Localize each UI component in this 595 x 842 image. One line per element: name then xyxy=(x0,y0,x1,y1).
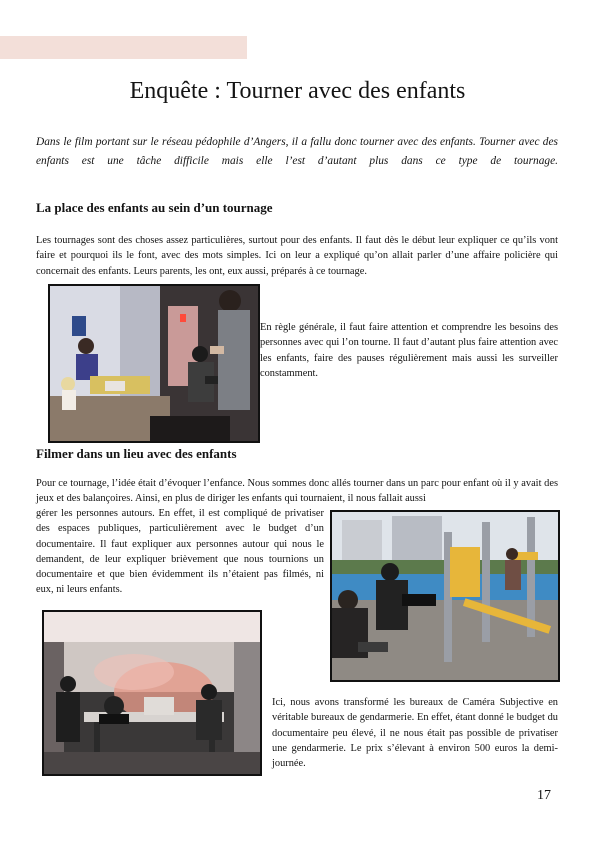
section2-paragraph-3: Ici, nous avons transformé les bureaux de Caméra Subjective en véritable bureaux de gendarmerie. En effet, étant donné le budget du documentaire peu élevé, il ne nous était pas possible de privatiser une gendarmerie. Le prix s’élevant à environ 500 euros la demi-journée. xyxy=(272,697,558,770)
section-heading-filming-location: Filmer dans un lieu avec des enfants xyxy=(36,446,237,461)
page-title: Enquête : Tourner avec des enfants xyxy=(129,78,466,104)
header-accent-band xyxy=(0,36,247,59)
photo-children-set xyxy=(48,284,260,443)
section-heading-children-place: La place des enfants au sein d’un tournage xyxy=(36,200,273,215)
section2-paragraph-1: Pour ce tournage, l’idée était d’évoquer l’enfance. Nous sommes donc allés tourner dans un parc pour enfant où il y avait des jeux et des balançoires. Ainsi, en plus de diriger les enfants qui tournaient, il nous fallait aussi xyxy=(36,478,558,505)
section1-paragraph-2: En règle générale, il faut faire attention et comprendre les besoins des personnes avec qui l’on tourne. Il faut d’autant plus faire attention avec les enfants, faire des pauses régulièrement mais aussi les surveiller constamment. xyxy=(260,322,558,379)
section1-paragraph-1: Les tournages sont des choses assez particulières, surtout pour des enfants. Il faut dès le début leur expliquer ce qu’ils vont faire et pourquoi ils le font, avec des mots simples. Ici on leur a expliqué qu’on allait parler d’une affaire policière qui concernait des enfants. Leurs parents, les ont, eux aussi, préparés à ce tournage. xyxy=(36,235,558,277)
photo-park-shoot xyxy=(330,510,560,682)
photo-office-gendarmerie xyxy=(42,610,262,776)
section2-paragraph-2: gérer les personnes autours. En effet, il est compliqué de privatiser des espaces publiques, particulièrement avec le budget d’un documentaire. Il faut expliquer aux personnes autour qui nous le demandent, de leur expliquer brièvement que nous tournions un documentaire et que bien évidemment ils n’étaient pas filmés, ni eux, ni leurs enfants. xyxy=(36,508,324,596)
page-number: 17 xyxy=(537,788,551,803)
intro-paragraph: Dans le film portant sur le réseau pédophile d’Angers, il a fallu donc tourner avec des enfants. Tourner avec des enfants est une tâche difficile mais elle l’est d’autant plus dans ce type de tournage. xyxy=(36,136,558,167)
